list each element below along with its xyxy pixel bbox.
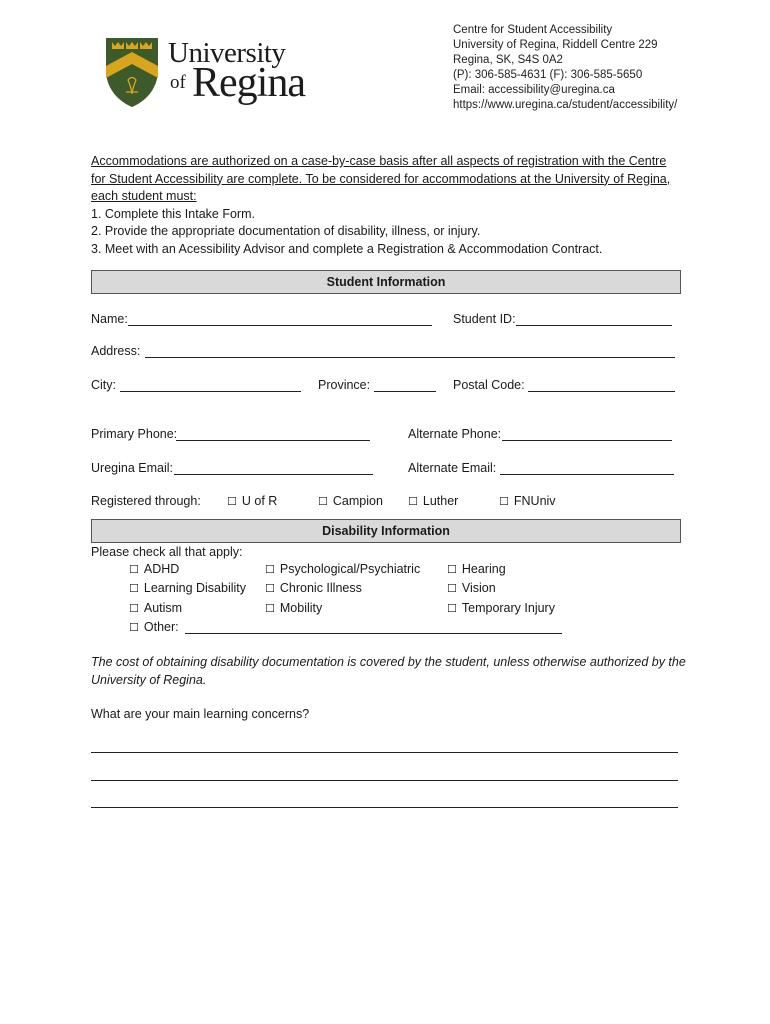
address-label: Address: [91,344,141,358]
checkbox-icon[interactable]: ☐ [318,495,328,508]
intro-paragraph: Accommodations are authorized on a case-by-case basis after all aspects of registration with the Centre for Student Accessibility are complete. To be considered for accommodations at the University of Regina, each student must: [91,154,671,203]
option-label: Chronic Illness [279,581,362,595]
checkbox-temporary-injury[interactable] [447,601,555,615]
learning-concerns-line-2[interactable] [91,780,678,781]
learning-concerns-label: What are your main learning concerns? [91,707,310,721]
registered-option-fnuniv[interactable] [499,494,556,508]
intro-text [91,153,683,258]
option-label: Psychological/Psychiatric [279,562,421,576]
checkbox-autism[interactable] [129,601,182,615]
checkbox-icon[interactable]: ☐ [447,602,457,615]
uregina-email-label: Uregina Email: [91,461,173,475]
primary-phone-field[interactable] [176,440,370,441]
uregina-email-field[interactable] [174,474,373,475]
option-label: Learning Disability [143,581,247,595]
alternate-phone-field[interactable] [502,440,672,441]
checkbox-icon[interactable]: ☐ [499,495,509,508]
option-label: Luther [422,494,459,508]
primary-phone-label: Primary Phone: [91,427,178,441]
intro-step: 2. Provide the appropriate documentation of disability, illness, or injury. [91,224,481,238]
option-label: Hearing [461,562,506,576]
city-label: City: [91,378,116,392]
checkbox-other[interactable] [129,620,179,634]
alternate-phone-label: Alternate Phone: [408,427,502,441]
checkbox-icon[interactable]: ☐ [227,495,237,508]
student-id-field[interactable] [516,325,672,326]
contact-line: University of Regina, Riddell Centre 229 [453,39,658,51]
contact-line: Centre for Student Accessibility [453,24,613,36]
disability-info-header: Disability Information [91,519,681,543]
checkbox-hearing[interactable] [447,562,506,576]
checkbox-icon[interactable]: ☐ [129,582,139,595]
contact-line: (P): 306-585-4631 (F): 306-585-5650 [453,69,643,81]
option-label: FNUniv [513,494,556,508]
alternate-email-label: Alternate Email: [408,461,497,475]
option-label: Other: [143,620,179,634]
intro-step: 1. Complete this Intake Form. [91,206,255,221]
shield-icon [104,36,160,108]
postal-code-label: Postal Code: [453,378,525,392]
registered-option-luther[interactable] [408,494,458,508]
learning-concerns-line-3[interactable] [91,807,678,808]
logo-text-university: University [168,37,286,69]
checkbox-mobility[interactable] [265,601,322,615]
option-label: Temporary Injury [461,601,555,615]
check-all-prompt: Please check all that apply: [91,545,243,559]
checkbox-adhd[interactable] [129,562,179,576]
option-label: U of R [241,494,278,508]
option-label: Vision [461,581,496,595]
checkbox-icon[interactable]: ☐ [447,563,457,576]
checkbox-learning-disability[interactable] [129,581,246,595]
intro-step: 3. Meet with an Acessibility Advisor and complete a Registration & Accommodation Contract. [91,241,603,256]
contact-url[interactable]: https://www.uregina.ca/student/accessibility/ [453,99,678,111]
checkbox-icon[interactable]: ☐ [129,602,139,615]
checkbox-chronic-illness[interactable] [265,581,362,595]
contact-email[interactable]: Email: accessibility@uregina.ca [453,84,615,96]
registered-option-uofr[interactable] [227,494,277,508]
documentation-cost-note: The cost of obtaining disability documentation is covered by the student, unless otherwise authorized by the University of Regina. [91,655,686,687]
option-label: Autism [143,601,183,615]
option-label: Campion [332,494,383,508]
logo-text-regina: Regina [192,60,305,106]
postal-code-field[interactable] [528,391,675,392]
alternate-email-field[interactable] [500,474,674,475]
checkbox-icon[interactable]: ☐ [265,602,275,615]
other-field[interactable] [185,633,562,634]
checkbox-vision[interactable] [447,581,496,595]
checkbox-icon[interactable]: ☐ [265,582,275,595]
option-label: Mobility [279,601,323,615]
registered-through-label: Registered through: [91,494,201,508]
contact-line: Regina, SK, S4S 0A2 [453,54,563,66]
province-field[interactable] [374,391,436,392]
student-info-header: Student Information [91,270,681,294]
checkbox-icon[interactable]: ☐ [129,563,139,576]
registered-option-campion[interactable] [318,494,383,508]
name-label: Name: [91,312,128,326]
learning-concerns-line-1[interactable] [91,752,678,753]
province-label: Province: [318,378,371,392]
contact-block [453,23,677,113]
university-logo [104,36,314,110]
checkbox-icon[interactable]: ☐ [265,563,275,576]
checkbox-icon[interactable]: ☐ [408,495,418,508]
name-field[interactable] [128,325,432,326]
logo-text-of: of [170,72,186,93]
checkbox-icon[interactable]: ☐ [447,582,457,595]
option-label: ADHD [143,562,180,576]
checkbox-psychological[interactable] [265,562,420,576]
address-field[interactable] [145,357,675,358]
student-id-label: Student ID: [453,312,516,326]
city-field[interactable] [120,391,301,392]
checkbox-icon[interactable]: ☐ [129,621,139,634]
